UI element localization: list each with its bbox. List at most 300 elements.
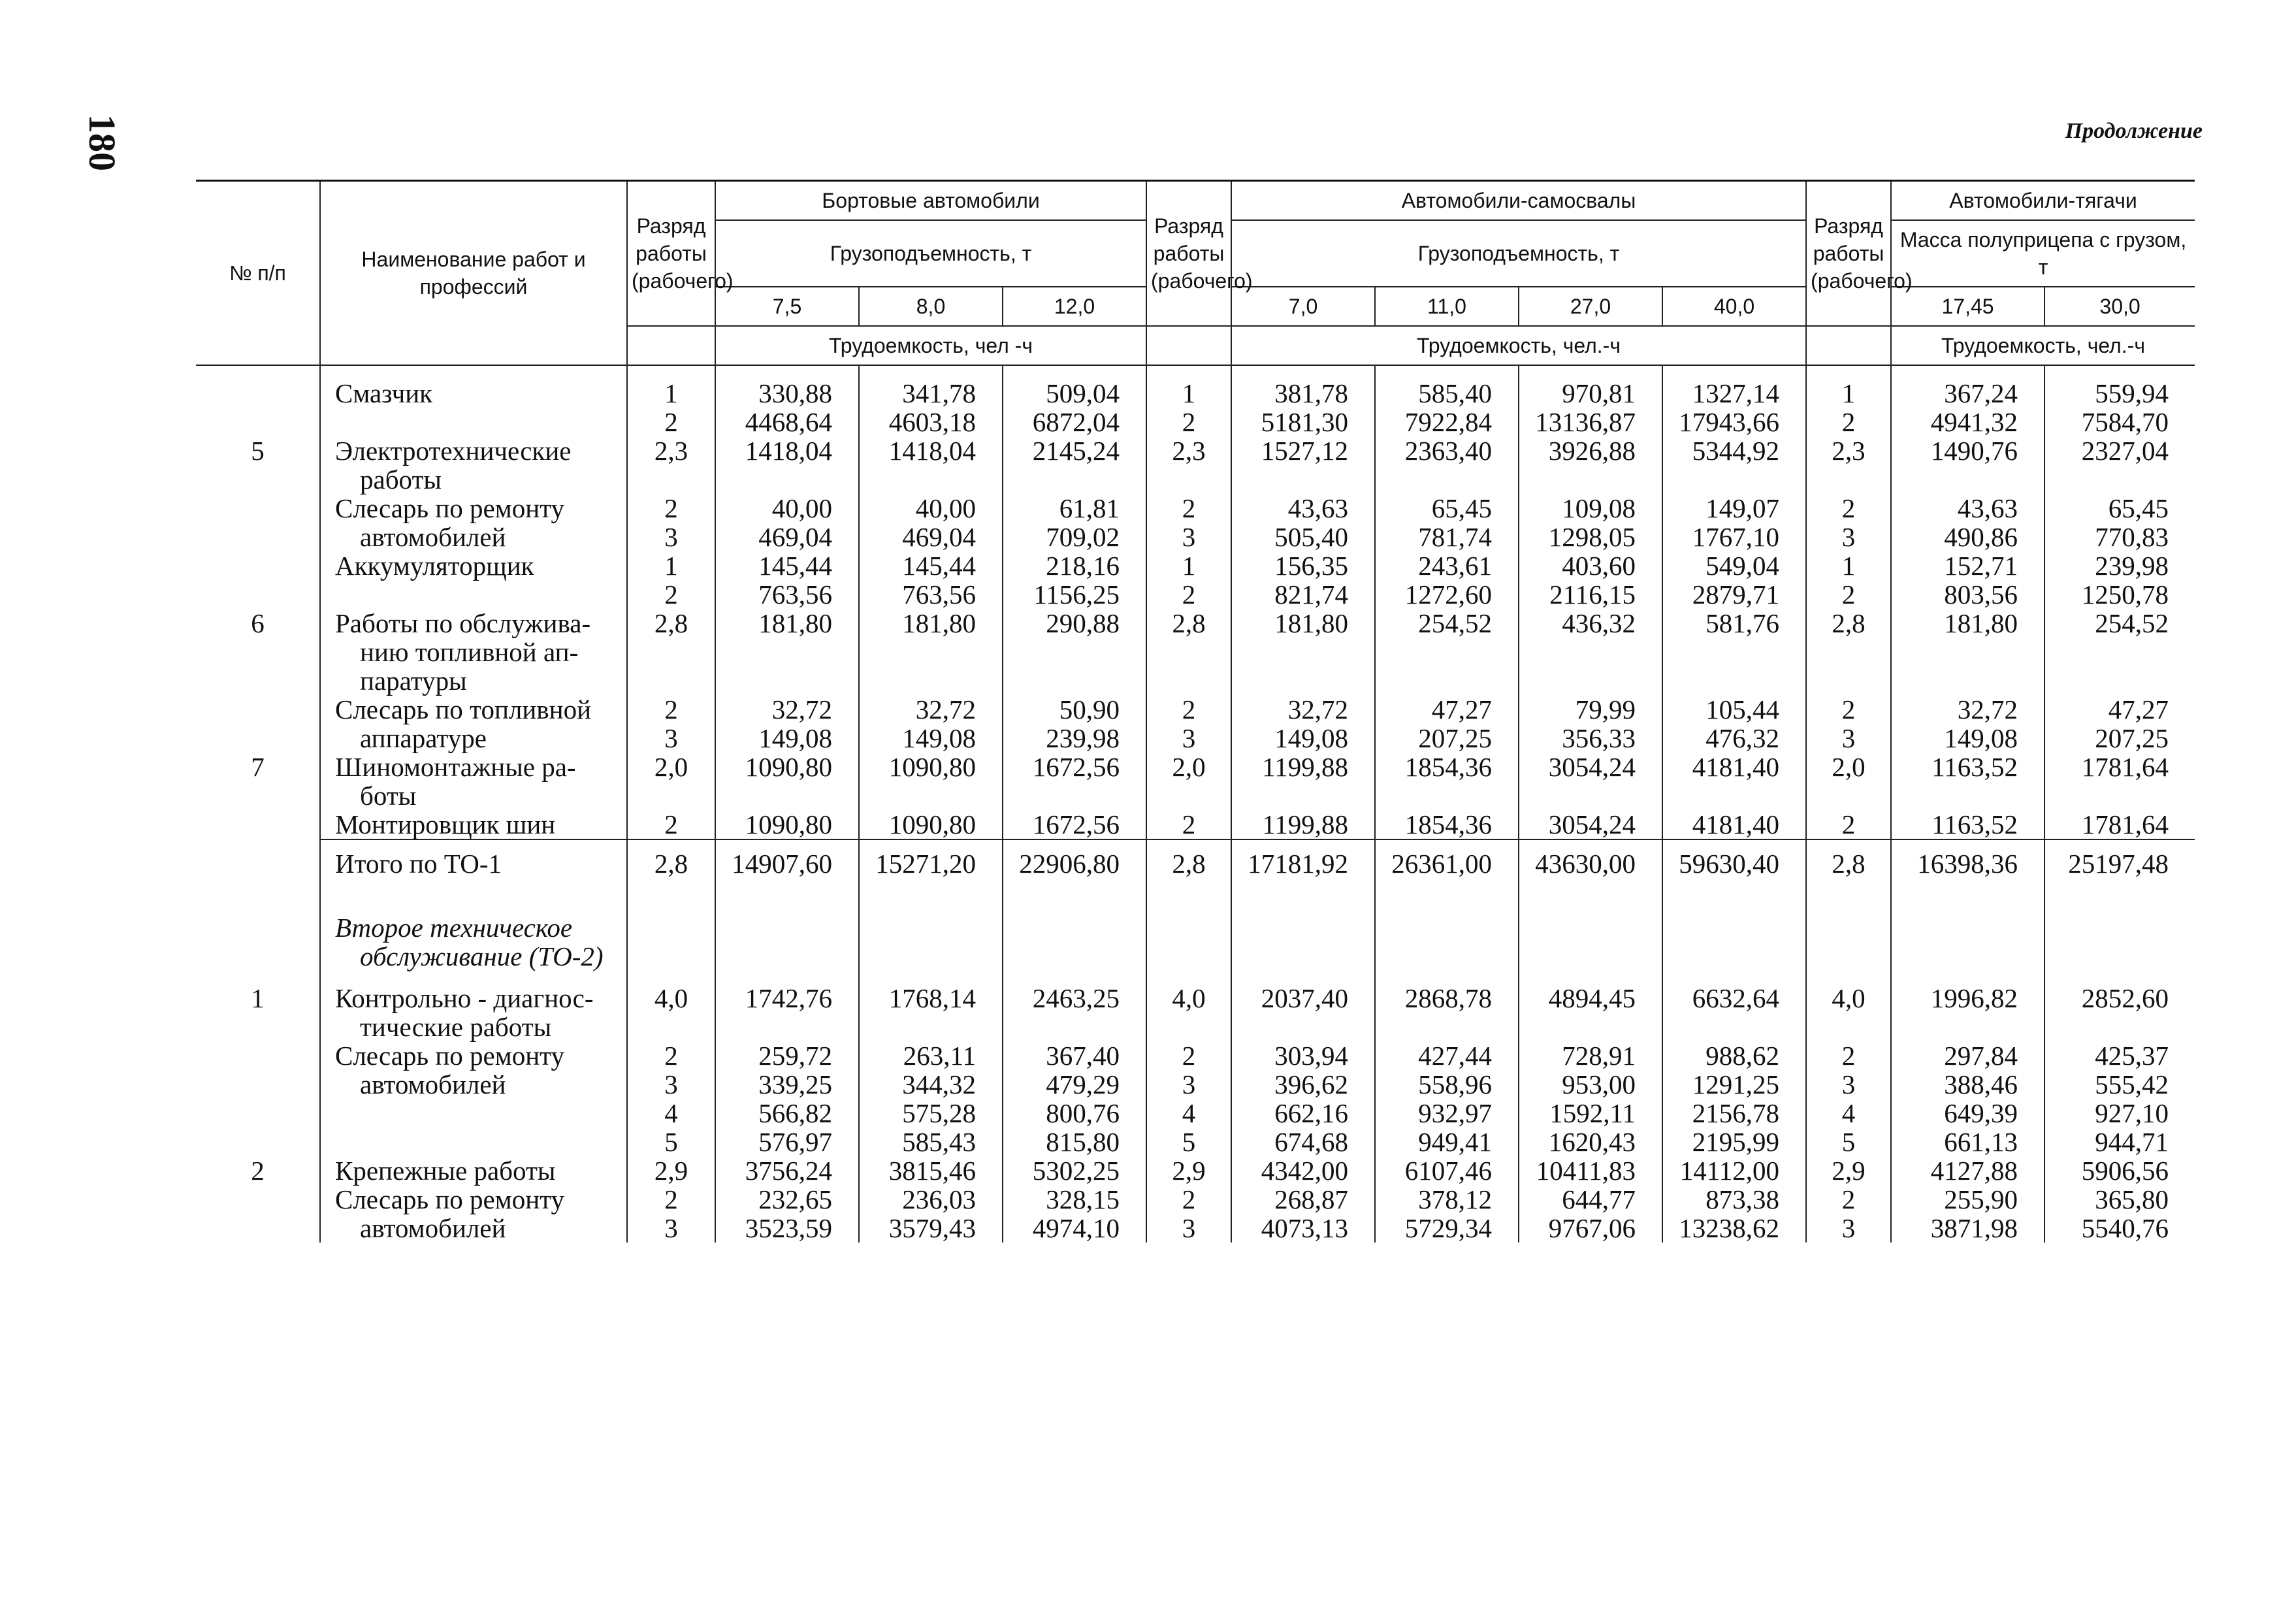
cell-d4: 988,62 [1662,1041,1806,1070]
cell-d3: 970,81 [1519,379,1662,408]
cell-b3: 1672,56 [1003,810,1146,839]
cell-t2: 555,42 [2044,1070,2195,1099]
cell-g1: 2 [627,695,715,724]
header-dump: Автомобили-самосвалы [1231,181,1806,221]
row-number: 2 [251,1156,265,1186]
empty-cell [1375,942,1519,971]
spacer-cell [715,365,859,379]
cell-b1: 259,72 [715,1041,859,1070]
cell-d3: 953,00 [1519,1070,1662,1099]
cell-t2 [2044,465,2195,494]
row-number [196,551,320,580]
cell-g2: 1 [1146,551,1231,580]
row-name: паратуры [320,666,627,695]
cell-g2: 2 [1146,1041,1231,1070]
cell-g3: 2 [1806,408,1891,436]
header-capacity-onboard: Грузоподъемность, т [715,220,1146,287]
spacer-cell [320,971,627,984]
cell-d4: 4181,40 [1662,753,1806,781]
cell-d2: 7922,84 [1375,408,1519,436]
cell-d4 [1662,666,1806,695]
header-labor-tractor: Трудоемкость, чел.-ч [1891,326,2195,365]
cell-d3: 644,77 [1519,1185,1662,1214]
cell-d2: 1854,36 [1375,810,1519,839]
row-number [196,379,320,408]
total-label: Итого по ТО-1 [320,839,627,887]
row-number [196,580,320,609]
cell-t2: 47,27 [2044,695,2195,724]
empty-cell [2044,942,2195,971]
cell-d2 [1375,666,1519,695]
cell-t2 [2044,781,2195,810]
cell-b2 [859,666,1003,695]
cell-d1: 268,87 [1231,1185,1375,1214]
cell-b2: 344,32 [859,1070,1003,1099]
spacer-cell [1519,365,1662,379]
cell-b3 [1003,666,1146,695]
empty-cell [1519,942,1662,971]
cell-d2: 6107,46 [1375,1156,1519,1185]
header-col-tractor: 17,45 [1891,287,2044,326]
cell-b3: 815,80 [1003,1128,1146,1156]
cell-d4 [1662,1013,1806,1041]
cell-d1 [1231,666,1375,695]
spacer-cell [1806,971,1891,984]
header-col-onboard: 12,0 [1003,287,1146,326]
header-col-dump: 27,0 [1519,287,1662,326]
cell-b3: 367,40 [1003,1041,1146,1070]
cell-b1: 576,97 [715,1128,859,1156]
cell-g2 [1146,666,1231,695]
cell-d3: 403,60 [1519,551,1662,580]
spacer-cell [1891,971,2044,984]
cell-d3: 9767,06 [1519,1214,1662,1242]
table-row [196,1013,2195,1041]
cell-d4: 14112,00 [1662,1156,1806,1185]
cell-g2: 1 [1146,379,1231,408]
cell-d2: 781,74 [1375,523,1519,551]
cell-g2 [1146,465,1231,494]
cell-d1 [1231,781,1375,810]
table-body [196,365,2195,1242]
cell-d2: 378,12 [1375,1185,1519,1214]
cell-g2: 2,0 [1146,753,1231,781]
spacer-cell [1662,971,1806,984]
cell-b1 [715,1013,859,1041]
total-b1: 14907,60 [715,839,859,887]
header-labor-onboard: Трудоемкость, чел -ч [715,326,1146,365]
cell-g3: 3 [1806,724,1891,753]
cell-b1: 339,25 [715,1070,859,1099]
row-number [196,523,320,551]
row-name: Аккумуляторщик [320,551,627,580]
cell-d1: 821,74 [1231,580,1375,609]
cell-b2 [859,1013,1003,1041]
cell-t1: 32,72 [1891,695,2044,724]
row-number [196,695,320,724]
cell-d1: 381,78 [1231,379,1375,408]
table-row [196,695,2195,724]
spacer-cell [1003,365,1146,379]
cell-d2: 207,25 [1375,724,1519,753]
cell-d3: 356,33 [1519,724,1662,753]
cell-g3: 3 [1806,1070,1891,1099]
cell-d2: 5729,34 [1375,1214,1519,1242]
cell-t2 [2044,1013,2195,1041]
spacer-cell [627,971,715,984]
row-number [196,1128,320,1156]
cell-t2: 770,83 [2044,523,2195,551]
spacer-cell [1146,971,1231,984]
table-row [196,609,2195,638]
header-grade-tractor-cont [1806,326,1891,365]
cell-d1: 1199,88 [1231,753,1375,781]
cell-d2 [1375,1013,1519,1041]
cell-b1: 4468,64 [715,408,859,436]
cell-d3: 10411,83 [1519,1156,1662,1185]
section-title: обслуживание (ТО-2) [320,942,627,971]
table-row [196,436,2195,465]
cell-t2: 5906,56 [2044,1156,2195,1185]
continuation-label: Продолжение [2065,119,2203,143]
cell-d4: 1327,14 [1662,379,1806,408]
cell-d1: 149,08 [1231,724,1375,753]
cell-b2: 236,03 [859,1185,1003,1214]
cell-b3 [1003,638,1146,666]
empty-cell [627,913,715,942]
table-row [196,1099,2195,1128]
empty-cell [1146,942,1231,971]
cell-t2: 239,98 [2044,551,2195,580]
cell-b1 [715,666,859,695]
section-title-row [196,942,2195,971]
header-col-dump: 11,0 [1375,287,1519,326]
spacer-cell [196,365,320,379]
cell-t1 [1891,666,2044,695]
table-row [196,1070,2195,1099]
row-name [320,1128,627,1156]
spacer-cell [715,971,859,984]
cell-b3 [1003,1013,1146,1041]
cell-t2: 2852,60 [2044,984,2195,1013]
spacer-cell [196,887,320,913]
cell-d3 [1519,638,1662,666]
cell-d1: 181,80 [1231,609,1375,638]
cell-g1: 2 [627,580,715,609]
cell-t1 [1891,638,2044,666]
table-row [196,753,2195,781]
cell-g1 [627,666,715,695]
cell-d3: 3926,88 [1519,436,1662,465]
cell-b3: 50,90 [1003,695,1146,724]
row-number [196,1099,320,1128]
row-name: работы [320,465,627,494]
spacer-cell [859,365,1003,379]
cell-g2: 2,8 [1146,609,1231,638]
row-number: 5 [251,436,265,466]
cell-g3 [1806,666,1891,695]
cell-t1: 149,08 [1891,724,2044,753]
table-row [196,1156,2195,1185]
empty-cell [2044,913,2195,942]
cell-b2: 575,28 [859,1099,1003,1128]
cell-b3: 509,04 [1003,379,1146,408]
cell-g1: 3 [627,1070,715,1099]
row-number: 1 [251,983,265,1013]
cell-d1 [1231,1013,1375,1041]
cell-t2: 944,71 [2044,1128,2195,1156]
header-col-dump: 40,0 [1662,287,1806,326]
cell-b1: 149,08 [715,724,859,753]
empty-cell [627,942,715,971]
spacer-cell [1231,887,1375,913]
cell-b2: 40,00 [859,494,1003,523]
total-d1: 17181,92 [1231,839,1375,887]
row-name: Электротехнические [320,436,627,465]
cell-g2: 3 [1146,724,1231,753]
cell-d1: 5181,30 [1231,408,1375,436]
cell-b1: 1742,76 [715,984,859,1013]
spacer-cell [1519,887,1662,913]
cell-g3: 2 [1806,580,1891,609]
cell-g3: 2 [1806,494,1891,523]
cell-b1: 1090,80 [715,810,859,839]
cell-g1: 2,3 [627,436,715,465]
cell-d3: 3054,24 [1519,810,1662,839]
header-grade-dump-cont [1146,326,1231,365]
cell-d2: 254,52 [1375,609,1519,638]
spacer-cell [1806,365,1891,379]
spacer-cell [196,971,320,984]
cell-g2: 2,3 [1146,436,1231,465]
cell-t2 [2044,638,2195,666]
section-title: Второе техническое [320,913,627,942]
cell-t1: 3871,98 [1891,1214,2044,1242]
cell-t1 [1891,1013,2044,1041]
row-number [196,913,320,942]
spacer-row [196,365,2195,379]
cell-g3: 1 [1806,551,1891,580]
total-d2: 26361,00 [1375,839,1519,887]
labor-norms-table [196,180,2195,1242]
cell-t2: 65,45 [2044,494,2195,523]
cell-t1: 1996,82 [1891,984,2044,1013]
row-name: Слесарь по ремонту [320,494,627,523]
cell-t2: 254,52 [2044,609,2195,638]
row-name: Крепежные работы [320,1156,627,1185]
total-g3: 2,8 [1806,839,1891,887]
cell-b1: 1090,80 [715,753,859,781]
table-header [196,181,2195,366]
cell-d1: 1527,12 [1231,436,1375,465]
row-number [196,1214,320,1242]
cell-t1: 152,71 [1891,551,2044,580]
row-number [196,1185,320,1214]
row-name: Работы по обслужива- [320,609,627,638]
cell-t1: 649,39 [1891,1099,2044,1128]
total-b3: 22906,80 [1003,839,1146,887]
cell-d4: 5344,92 [1662,436,1806,465]
table-row [196,465,2195,494]
cell-g1: 3 [627,523,715,551]
cell-b3: 5302,25 [1003,1156,1146,1185]
cell-g3: 2 [1806,810,1891,839]
spacer-cell [1375,971,1519,984]
empty-cell [1891,942,2044,971]
cell-b1: 32,72 [715,695,859,724]
cell-d1: 1199,88 [1231,810,1375,839]
spacer-cell [1231,365,1375,379]
row-number [196,1070,320,1099]
cell-d4: 2156,78 [1662,1099,1806,1128]
cell-d2 [1375,638,1519,666]
cell-d3: 79,99 [1519,695,1662,724]
cell-b1: 232,65 [715,1185,859,1214]
cell-b2: 585,43 [859,1128,1003,1156]
cell-g3 [1806,1013,1891,1041]
row-number [196,1041,320,1070]
cell-g1: 3 [627,1214,715,1242]
spacer-row [196,887,2195,913]
cell-g3: 4,0 [1806,984,1891,1013]
cell-t1: 4127,88 [1891,1156,2044,1185]
section-title-row [196,913,2195,942]
cell-b2: 1090,80 [859,810,1003,839]
table-row [196,810,2195,839]
table-row [196,580,2195,609]
cell-g3: 1 [1806,379,1891,408]
cell-b1: 3756,24 [715,1156,859,1185]
spacer-cell [1662,887,1806,913]
empty-cell [1231,942,1375,971]
cell-d3: 109,08 [1519,494,1662,523]
cell-d2 [1375,465,1519,494]
spacer-cell [1003,971,1146,984]
table-row [196,523,2195,551]
cell-g1: 2 [627,810,715,839]
row-number [196,724,320,753]
spacer-cell [320,887,627,913]
cell-b2: 263,11 [859,1041,1003,1070]
row-name: автомобилей [320,1070,627,1099]
cell-g2: 2,9 [1146,1156,1231,1185]
row-number: 7 [251,752,265,782]
cell-g2: 5 [1146,1128,1231,1156]
empty-cell [1891,913,2044,942]
cell-b2: 341,78 [859,379,1003,408]
spacer-cell [2044,971,2195,984]
cell-d2: 427,44 [1375,1041,1519,1070]
spacer-cell [2044,887,2195,913]
cell-g2: 2 [1146,810,1231,839]
table-row [196,724,2195,753]
cell-d4: 13238,62 [1662,1214,1806,1242]
cell-d2: 65,45 [1375,494,1519,523]
cell-d4: 17943,66 [1662,408,1806,436]
cell-g3: 2,8 [1806,609,1891,638]
cell-g2 [1146,638,1231,666]
cell-g1: 2 [627,1041,715,1070]
table-row [196,1128,2195,1156]
cell-b2 [859,465,1003,494]
cell-d4: 2195,99 [1662,1128,1806,1156]
cell-t2: 1781,64 [2044,753,2195,781]
cell-d1: 32,72 [1231,695,1375,724]
header-grade-dump: Разряд работы (рабочего) [1146,181,1231,327]
row-name [320,408,627,436]
empty-cell [1146,913,1231,942]
cell-g2 [1146,1013,1231,1041]
cell-d3: 13136,87 [1519,408,1662,436]
row-number [196,408,320,436]
cell-d1: 4342,00 [1231,1156,1375,1185]
cell-t1 [1891,465,2044,494]
cell-t1: 367,24 [1891,379,2044,408]
header-onboard: Бортовые автомобили [715,181,1146,221]
cell-g2: 2 [1146,408,1231,436]
cell-b1: 145,44 [715,551,859,580]
cell-d2 [1375,781,1519,810]
cell-d4: 105,44 [1662,695,1806,724]
cell-b3: 479,29 [1003,1070,1146,1099]
cell-b2: 1418,04 [859,436,1003,465]
cell-d3 [1519,1013,1662,1041]
header-name: Наименование работ и профессий [320,181,627,366]
cell-g3: 4 [1806,1099,1891,1128]
total-g2: 2,8 [1146,839,1231,887]
header-grade-onboard: Разряд работы (рабочего) [627,181,715,327]
cell-g1: 2,0 [627,753,715,781]
spacer-cell [1375,365,1519,379]
cell-d2: 2363,40 [1375,436,1519,465]
cell-d4: 476,32 [1662,724,1806,753]
cell-d4 [1662,781,1806,810]
cell-b2: 3815,46 [859,1156,1003,1185]
row-name [320,580,627,609]
cell-t1: 255,90 [1891,1185,2044,1214]
cell-b2: 1768,14 [859,984,1003,1013]
cell-b2: 145,44 [859,551,1003,580]
cell-t2: 365,80 [2044,1185,2195,1214]
spacer-cell [320,365,627,379]
cell-t1: 1163,52 [1891,810,2044,839]
cell-b3: 218,16 [1003,551,1146,580]
row-number [196,666,320,695]
row-number [196,1013,320,1041]
cell-d1: 2037,40 [1231,984,1375,1013]
cell-g2: 2 [1146,494,1231,523]
cell-d2: 2868,78 [1375,984,1519,1013]
cell-d1: 674,68 [1231,1128,1375,1156]
cell-d4: 1291,25 [1662,1070,1806,1099]
cell-d2: 243,61 [1375,551,1519,580]
row-name: Смазчик [320,379,627,408]
spacer-row [196,971,2195,984]
table-row [196,1041,2195,1070]
cell-b3: 2145,24 [1003,436,1146,465]
empty-cell [1662,942,1806,971]
cell-b3: 2463,25 [1003,984,1146,1013]
cell-d4: 4181,40 [1662,810,1806,839]
cell-g1: 4 [627,1099,715,1128]
cell-b2 [859,638,1003,666]
cell-b3: 290,88 [1003,609,1146,638]
cell-d4: 2879,71 [1662,580,1806,609]
cell-d1: 303,94 [1231,1041,1375,1070]
empty-cell [859,913,1003,942]
cell-d3: 1620,43 [1519,1128,1662,1156]
table-row [196,638,2195,666]
